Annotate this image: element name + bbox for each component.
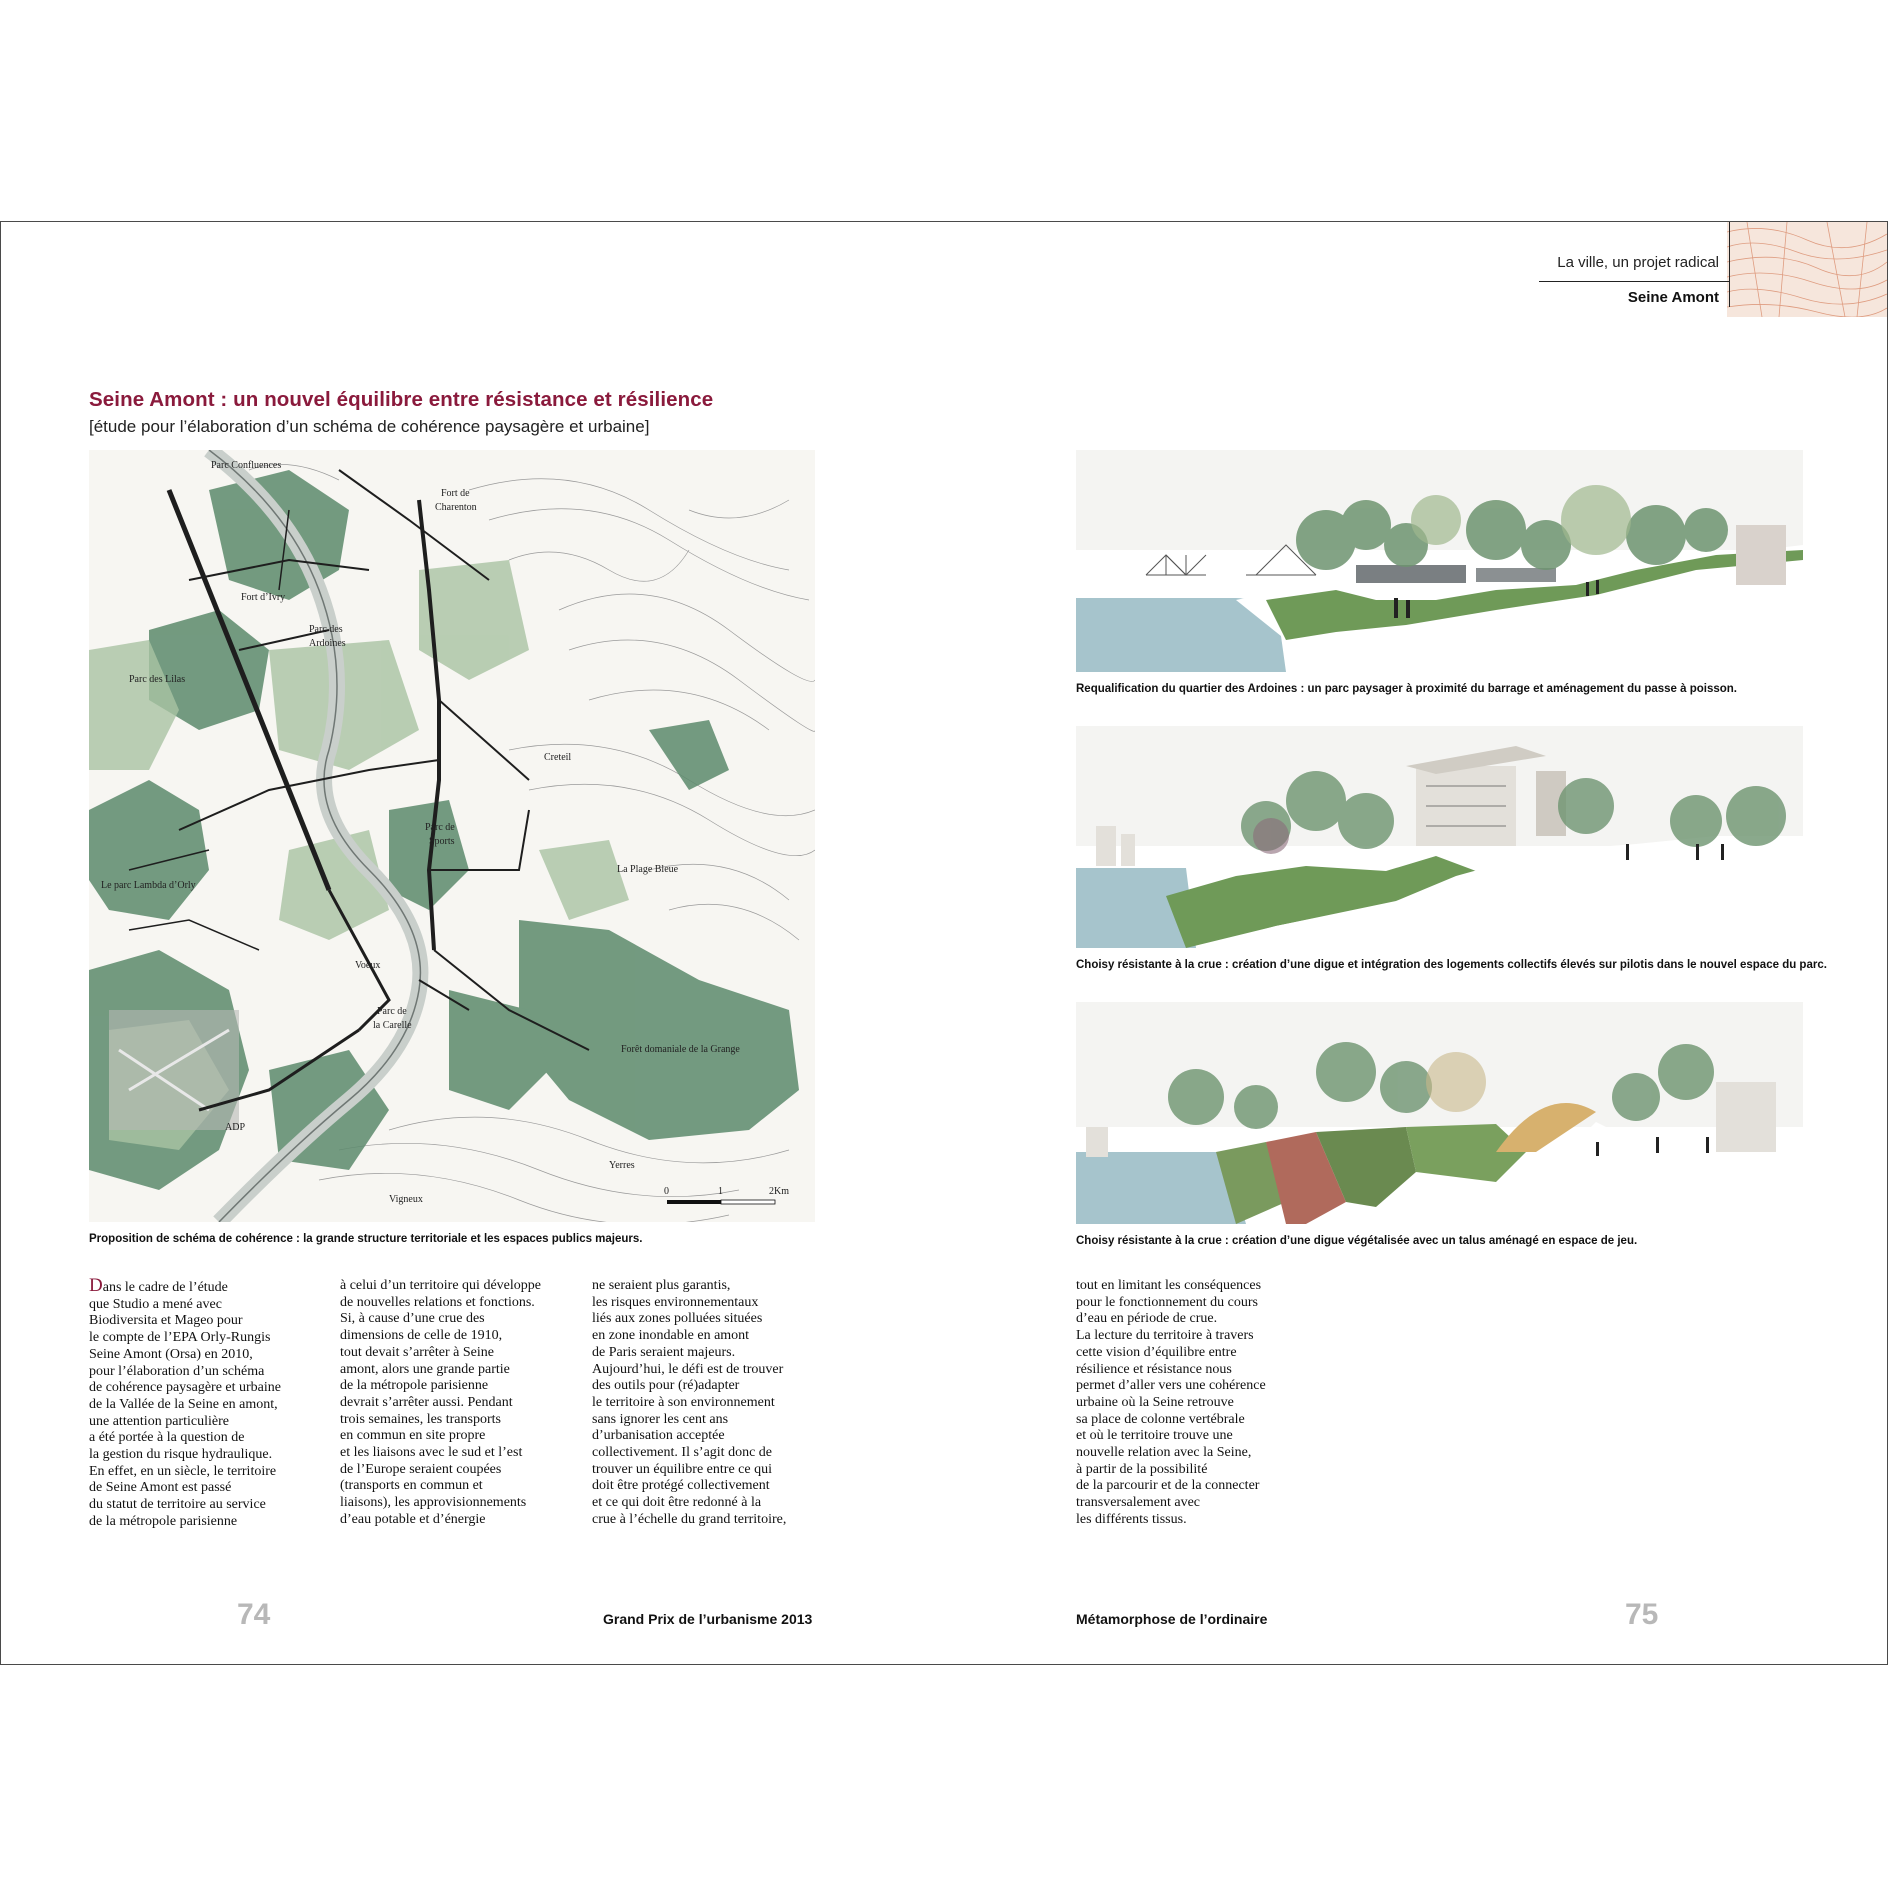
drop-cap: D <box>89 1275 103 1296</box>
body-line: transversalement avec <box>1076 1495 1200 1511</box>
body-line: que Studio a mené avec <box>89 1296 222 1312</box>
body-line: liaisons), les approvisionnements <box>340 1495 527 1511</box>
body-line: en zone inondable en amont <box>592 1328 750 1344</box>
territorial-structure-map <box>89 450 815 1222</box>
map-label-fort-charenton: Fort de <box>441 488 470 499</box>
body-line: de l’Europe seraient coupées <box>340 1461 502 1477</box>
map-label-parc-ardoines-2: Ardoines <box>309 638 346 649</box>
map-label-parc-sports-2: Sports <box>429 836 455 847</box>
body-line: sans ignorer les cent ans <box>592 1411 729 1427</box>
body-line: la gestion du risque hydraulique. <box>89 1447 273 1463</box>
body-line: amont, alors une grande partie <box>340 1361 510 1377</box>
scale-label-2km: 2Km <box>769 1186 789 1197</box>
body-line: devrait s’arrêter aussi. Pendant <box>340 1394 513 1410</box>
body-line: en commun en site propre <box>340 1428 486 1444</box>
body-column-4 <box>1076 1278 1266 1529</box>
section-1-caption: Requalification du quartier des Ardoines : un parc paysager à proximité du barrage et aménagement du passe à poisson. <box>1076 683 1737 695</box>
body-line: dimensions de celle de 1910, <box>340 1328 503 1344</box>
body-line: pour l’élaboration d’un schéma <box>89 1363 265 1379</box>
map-label-plage-bleue: La Plage Bleue <box>617 864 679 875</box>
section-illustration-choisy-talus <box>1076 1002 1803 1224</box>
map-label-lambda-orly: Le parc Lambda d’Orly <box>101 880 196 891</box>
body-line: d’urbanisation acceptée <box>592 1428 725 1444</box>
map-label-parc-carelle-2: la Carelle <box>373 1020 412 1031</box>
body-line: d’eau en période de crue. <box>1076 1311 1218 1327</box>
body-line: tout en limitant les conséquences <box>1076 1278 1262 1293</box>
article-subtitle: [étude pour l’élaboration d’un schéma de cohérence paysagère et urbaine] <box>89 417 650 436</box>
body-line: tout devait s’arrêter à Seine <box>340 1344 494 1360</box>
corner-texture-image <box>1727 222 1887 317</box>
body-line: Biodiversita et Mageo pour <box>89 1313 243 1329</box>
body-line: ne seraient plus garantis, <box>592 1278 731 1293</box>
map-label-fort-charenton-2: Charenton <box>435 502 477 513</box>
map-label-parc-carelle: Parc de <box>377 1006 407 1017</box>
body-line: d’eau potable et d’énergie <box>340 1511 486 1527</box>
body-line: de Seine Amont est passé <box>89 1480 232 1496</box>
body-line: Si, à cause d’une crue des <box>340 1311 485 1327</box>
body-column-3 <box>592 1278 786 1529</box>
body-line: les risques environnementaux <box>592 1294 759 1310</box>
body-line: Seine Amont (Orsa) en 2010, <box>89 1346 253 1362</box>
body-line: de la parcourir et de la connecter <box>1076 1478 1260 1494</box>
map-label-yerres: Yerres <box>609 1160 635 1171</box>
map-label-parc-confluences: Parc Confluences <box>211 460 282 471</box>
body-line: et les liaisons avec le sud et l’est <box>340 1445 523 1461</box>
body-line: le compte de l’EPA Orly-Rungis <box>89 1330 271 1346</box>
body-line: du statut de territoire au service <box>89 1497 266 1513</box>
scale-label-1: 1 <box>718 1186 723 1197</box>
body-line: pour le fonctionnement du cours <box>1076 1294 1258 1310</box>
body-line: de la Vallée de la Seine en amont, <box>89 1396 278 1412</box>
section-illustration-choisy-pilotis <box>1076 726 1803 948</box>
body-line: trois semaines, les transports <box>340 1411 501 1427</box>
header-vertical-rule <box>1729 222 1730 307</box>
body-line: sa place de colonne vertébrale <box>1076 1411 1245 1427</box>
body-line: liés aux zones polluées situées <box>592 1311 763 1327</box>
article-title: Seine Amont : un nouvel équilibre entre résistance et résilience <box>89 388 714 411</box>
body-line: de la métropole parisienne <box>89 1513 238 1529</box>
body-line: nouvelle relation avec la Seine, <box>1076 1445 1252 1461</box>
body-line: une attention particulière <box>89 1413 229 1429</box>
body-line: résilience et résistance nous <box>1076 1361 1232 1377</box>
body-line: La lecture du territoire à travers <box>1076 1328 1254 1344</box>
body-line: de Paris seraient majeurs. <box>592 1344 736 1360</box>
map-label-parc-ardoines: Parc des <box>309 624 343 635</box>
body-line: urbaine où la Seine retrouve <box>1076 1394 1234 1410</box>
body-line: les différents tissus. <box>1076 1511 1187 1527</box>
body-line: de la métropole parisienne <box>340 1378 489 1394</box>
magazine-spread <box>0 221 1888 1665</box>
body-line: cette vision d’équilibre entre <box>1076 1344 1237 1360</box>
map-label-parc-lilas: Parc des Lilas <box>129 674 186 685</box>
section-illustration-ardoines <box>1076 450 1803 672</box>
body-line: a été portée à la question de <box>89 1430 245 1446</box>
section-2-caption: Choisy résistante à la crue : création d’une digue et intégration des logements collectifs élevés sur pilotis dans le nouvel espace du parc. <box>1076 959 1827 971</box>
map-label-adp: ADP <box>225 1122 246 1133</box>
body-line: et ce qui doit être redonné à la <box>592 1495 762 1511</box>
footer-left-text: Grand Prix de l’urbanisme 2013 <box>603 1611 813 1627</box>
body-line: crue à l’échelle du grand territoire, <box>592 1511 787 1527</box>
body-line: collectivement. Il s’agit donc de <box>592 1445 772 1461</box>
body-line: le territoire à son environnement <box>592 1394 775 1410</box>
map-caption: Proposition de schéma de cohérence : la grande structure territoriale et les espaces publics majeurs. <box>89 1233 643 1245</box>
body-line: et où le territoire trouve une <box>1076 1428 1233 1444</box>
map-label-voeux: Voeux <box>355 960 381 971</box>
body-line: à partir de la possibilité <box>1076 1461 1208 1477</box>
body-line: Aujourd’hui, le défi est de trouver <box>592 1361 784 1377</box>
body-line: (transports en commun et <box>340 1478 483 1494</box>
body-column-2 <box>340 1278 541 1529</box>
section-3-caption: Choisy résistante à la crue : création d’une digue végétalisée avec un talus aménagé en espace de jeu. <box>1076 1235 1638 1247</box>
scale-label-0: 0 <box>664 1186 669 1197</box>
body-line: En effet, en un siècle, le territoire <box>89 1463 277 1479</box>
map-label-vigneux: Vigneux <box>389 1194 423 1205</box>
body-line: de cohérence paysagère et urbaine <box>89 1380 281 1396</box>
body-line: ans le cadre de l’étude <box>102 1280 228 1295</box>
running-subtitle: Seine Amont <box>1627 289 1719 306</box>
body-line: permet d’aller vers une cohérence <box>1076 1378 1266 1394</box>
page-number-left: 74 <box>237 1598 271 1631</box>
map-label-parc-sports: Parc de <box>425 822 455 833</box>
page-number-right: 75 <box>1625 1598 1659 1631</box>
running-title: La ville, un projet radical <box>1557 254 1719 271</box>
body-line: trouver un équilibre entre ce qui <box>592 1461 772 1477</box>
map-label-creteil: Creteil <box>544 752 572 763</box>
body-line: de nouvelles relations et fonctions. <box>340 1294 535 1310</box>
map-label-foret-grange: Forêt domaniale de la Grange <box>621 1044 740 1055</box>
body-line: doit être protégé collectivement <box>592 1478 770 1494</box>
map-label-fort-ivry: Fort d’Ivry <box>241 592 286 603</box>
body-line: à celui d’un territoire qui développe <box>340 1278 541 1293</box>
body-line: des outils pour (ré)adapter <box>592 1378 740 1394</box>
footer-right-text: Métamorphose de l’ordinaire <box>1076 1611 1268 1627</box>
body-column-1 <box>89 1275 281 1531</box>
header-rule <box>1539 281 1729 282</box>
